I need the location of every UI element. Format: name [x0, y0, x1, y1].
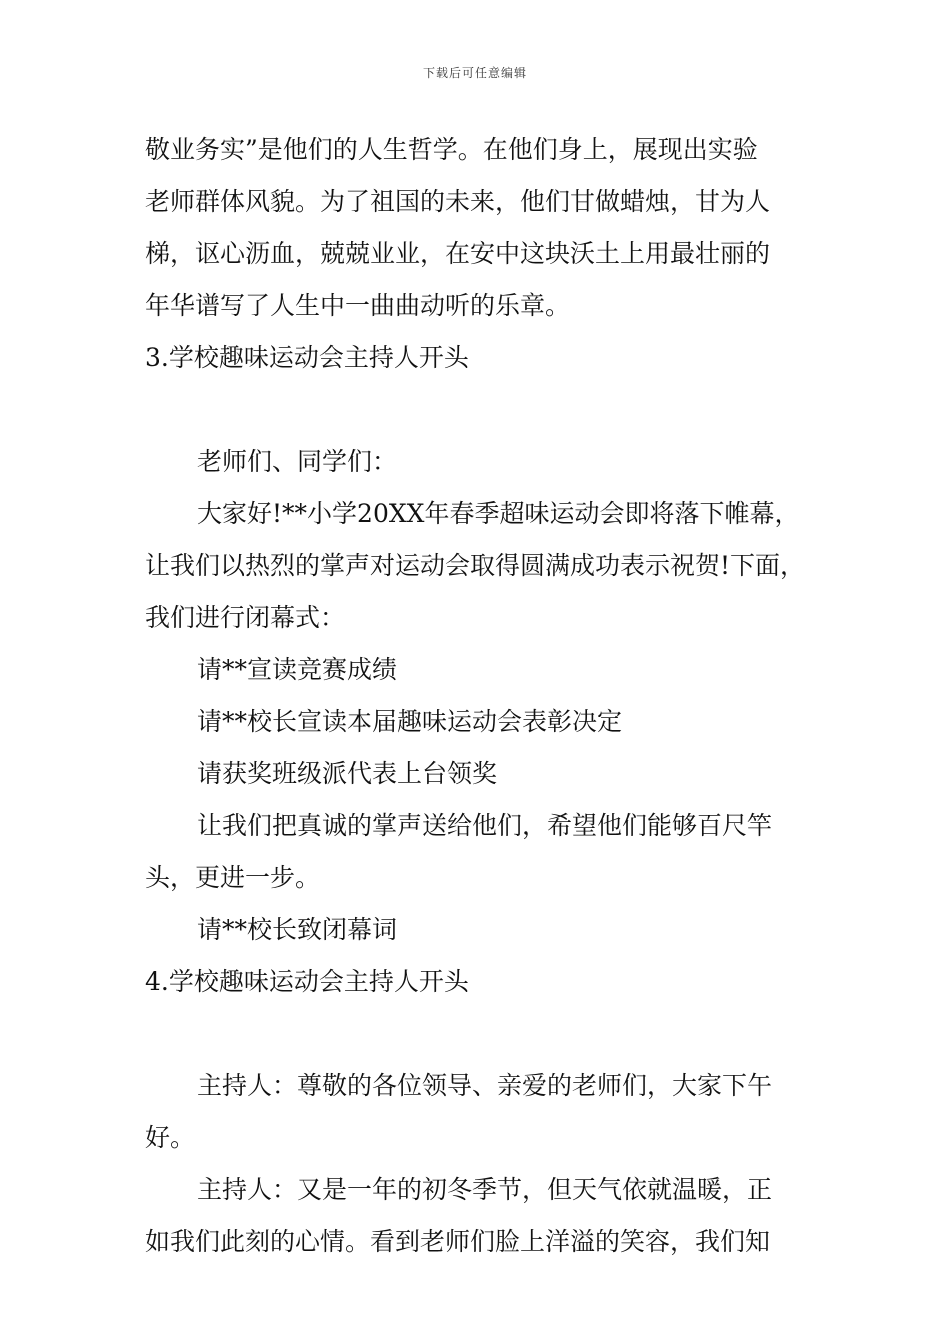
paragraph-line: 请获奖班级派代表上台领奖 [197, 759, 498, 788]
paragraph-line: 主持人：尊敬的各位领导、亲爱的老师们，大家下午 [197, 1071, 773, 1100]
blank-line [145, 388, 835, 440]
section-heading: 4.学校趣味运动会主持人开头 [145, 967, 469, 996]
page-header: 下载后可任意编辑 [422, 66, 527, 80]
section-heading: 3.学校趣味运动会主持人开头 [145, 343, 469, 372]
paragraph-line: 好。 [145, 1123, 196, 1152]
paragraph-line: 请**校长宣读本届趣味运动会表彰决定 [197, 707, 623, 736]
blank-line [145, 1012, 835, 1064]
paragraph-line: 敬业务实”是他们的人生哲学。在他们身上，展现出实验 [145, 135, 758, 164]
paragraph-line: 年华谱写了人生中一曲曲动听的乐章。 [145, 291, 571, 320]
document-body [145, 128, 835, 1272]
paragraph-line: 大家好!**小学20XX年春季超味运动会即将落下帷幕， [197, 499, 800, 528]
paragraph-line: 如我们此刻的心情。看到老师们脸上洋溢的笑容，我们知 [145, 1227, 771, 1256]
paragraph-line: 梯，讴心沥血，兢兢业业，在安中这块沃土上用最壮丽的 [145, 239, 771, 268]
paragraph-line: 请**校长致闭幕词 [197, 915, 398, 944]
paragraph-line: 老师群体风貌。为了祖国的未来，他们甘做蜡烛，甘为人 [145, 187, 771, 216]
paragraph-line: 主持人：又是一年的初冬季节，但天气依就温暖，正 [197, 1175, 773, 1204]
paragraph-line: 我们进行闭幕式： [145, 603, 346, 632]
paragraph-line: 头，更进一步。 [145, 863, 321, 892]
paragraph-line: 请**宣读竞赛成绩 [197, 655, 398, 684]
paragraph-line: 老师们、同学们： [197, 447, 398, 476]
paragraph-line: 让我们以热烈的掌声对运动会取得圆满成功表示祝贺!下面， [145, 551, 806, 580]
paragraph-line: 让我们把真诚的掌声送给他们，希望他们能够百尺竿 [197, 811, 773, 840]
